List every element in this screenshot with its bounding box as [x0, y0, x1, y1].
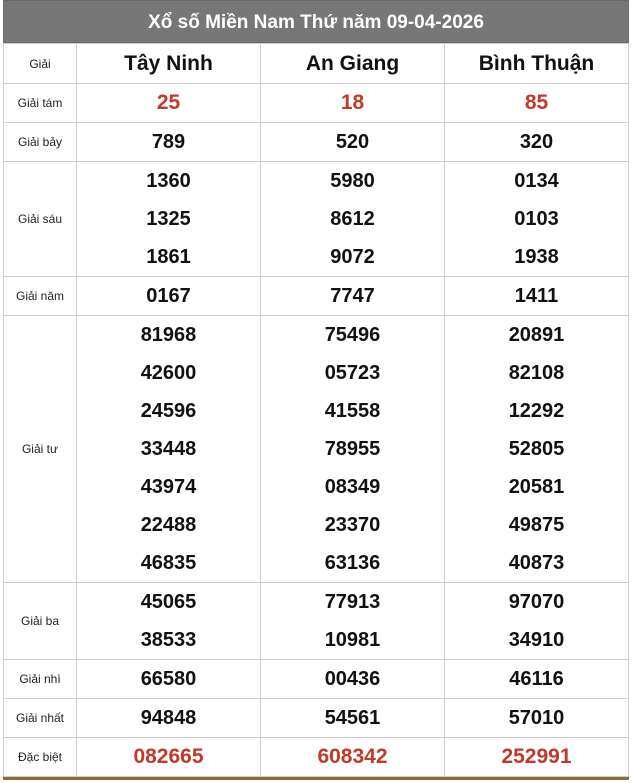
prize-row-giai-nhat: [4, 699, 629, 738]
prize-cell: [445, 583, 629, 660]
prize-cell: [261, 84, 445, 123]
prize-cell: [77, 583, 261, 660]
prize-row-giai-tam: [4, 84, 629, 123]
bottom-border: [3, 777, 629, 780]
results-table: [3, 43, 629, 777]
prize-column-header: Giải: [4, 44, 77, 84]
prize-number: 85: [524, 91, 549, 114]
prize-number: 82108: [508, 362, 565, 384]
prize-label: Đặc biệt: [4, 738, 77, 777]
prize-number: 0103: [514, 208, 559, 230]
prize-cell: [445, 699, 629, 738]
prize-number: 0134: [514, 170, 559, 192]
prize-number: 77913: [324, 591, 381, 613]
prize-number: 45065: [140, 591, 197, 613]
prize-number: 08349: [324, 476, 381, 498]
prize-number: 20581: [508, 476, 565, 498]
prize-cell: [445, 162, 629, 277]
prize-cell: [77, 699, 261, 738]
prize-number: 49875: [508, 514, 565, 536]
prize-cell: [77, 123, 261, 162]
prize-number: 320: [519, 131, 554, 153]
prize-number: 22488: [140, 514, 197, 536]
prize-label: Giải bảy: [4, 123, 77, 162]
prize-number: 46835: [140, 552, 197, 574]
province-header-an-giang: An Giang: [261, 44, 445, 84]
prize-number: 23370: [324, 514, 381, 536]
prize-number: 9072: [330, 246, 375, 268]
province-header-binh-thuan: Bình Thuận: [445, 44, 629, 84]
page-title: Xổ số Miền Nam Thứ năm 09-04-2026: [3, 0, 629, 43]
prize-cell: [261, 316, 445, 583]
prize-label: Giải ba: [4, 583, 77, 660]
prize-cell: [445, 738, 629, 777]
prize-number: 10981: [324, 629, 381, 651]
prize-row-giai-bay: [4, 123, 629, 162]
lottery-results: [3, 0, 629, 780]
prize-cell: [77, 316, 261, 583]
prize-number: 46116: [509, 668, 564, 690]
prize-cell: [77, 738, 261, 777]
prize-number: 57010: [508, 707, 565, 729]
prize-row-giai-nam: [4, 277, 629, 316]
prize-cell: [261, 583, 445, 660]
prize-number: 66580: [140, 668, 197, 690]
prize-number: 7747: [330, 285, 375, 307]
prize-label: Giải nhì: [4, 660, 77, 699]
prize-number: 789: [151, 131, 186, 153]
prize-cell: [445, 123, 629, 162]
prize-number: 608342: [317, 745, 388, 768]
prize-number: 1360: [146, 170, 191, 192]
prize-cell: [77, 660, 261, 699]
prize-number: 5980: [330, 170, 375, 192]
prize-number: 20891: [508, 324, 565, 346]
prize-number: 520: [335, 131, 370, 153]
prize-cell: [77, 277, 261, 316]
prize-cell: [77, 84, 261, 123]
prize-number: 40873: [508, 552, 565, 574]
prize-number: 75496: [324, 324, 381, 346]
prize-cell: [445, 316, 629, 583]
prize-number: 8612: [330, 208, 375, 230]
prize-cell: [261, 699, 445, 738]
province-header-tay-ninh: Tây Ninh: [77, 44, 261, 84]
prize-number: 18: [340, 91, 365, 114]
prize-cell: [261, 660, 445, 699]
prize-cell: [445, 660, 629, 699]
prize-number: 54561: [324, 707, 381, 729]
prize-number: 38533: [140, 629, 197, 651]
prize-number: 24596: [140, 400, 197, 422]
prize-label: Giải tư: [4, 316, 77, 583]
prize-cell: [261, 738, 445, 777]
prize-cell: [77, 162, 261, 277]
prize-cell: [261, 277, 445, 316]
prize-label: Giải nhất: [4, 699, 77, 738]
prize-label: Giải tám: [4, 84, 77, 123]
prize-number: 94848: [140, 707, 197, 729]
prize-cell: [261, 123, 445, 162]
prize-label: Giải năm: [4, 277, 77, 316]
prize-row-dac-biet: [4, 738, 629, 777]
prize-number: 12292: [508, 400, 565, 422]
prize-number: 252991: [501, 745, 572, 768]
prize-number: 1411: [514, 285, 559, 307]
prize-cell: [445, 84, 629, 123]
prize-row-giai-sau: [4, 162, 629, 277]
prize-number: 34910: [508, 629, 565, 651]
prize-number: 78955: [324, 438, 381, 460]
prize-number: 52805: [508, 438, 565, 460]
prize-number: 41558: [324, 400, 381, 422]
prize-number: 00436: [324, 668, 381, 690]
prize-number: 1861: [146, 246, 191, 268]
prize-number: 05723: [324, 362, 381, 384]
prize-number: 43974: [140, 476, 197, 498]
prize-row-giai-nhi: [4, 660, 629, 699]
prize-cell: [445, 277, 629, 316]
prize-cell: [261, 162, 445, 277]
prize-number: 1938: [514, 246, 559, 268]
prize-number: 81968: [140, 324, 197, 346]
prize-number: 42600: [140, 362, 197, 384]
prize-number: 1325: [146, 208, 191, 230]
prize-number: 082665: [133, 745, 204, 768]
prize-number: 25: [156, 91, 181, 114]
prize-number: 0167: [146, 285, 191, 307]
prize-label: Giải sáu: [4, 162, 77, 277]
prize-number: 63136: [324, 552, 381, 574]
prize-number: 33448: [140, 438, 197, 460]
prize-number: 97070: [508, 591, 565, 613]
header-row: [4, 44, 629, 84]
prize-row-giai-ba: [4, 583, 629, 660]
prize-row-giai-tu: [4, 316, 629, 583]
